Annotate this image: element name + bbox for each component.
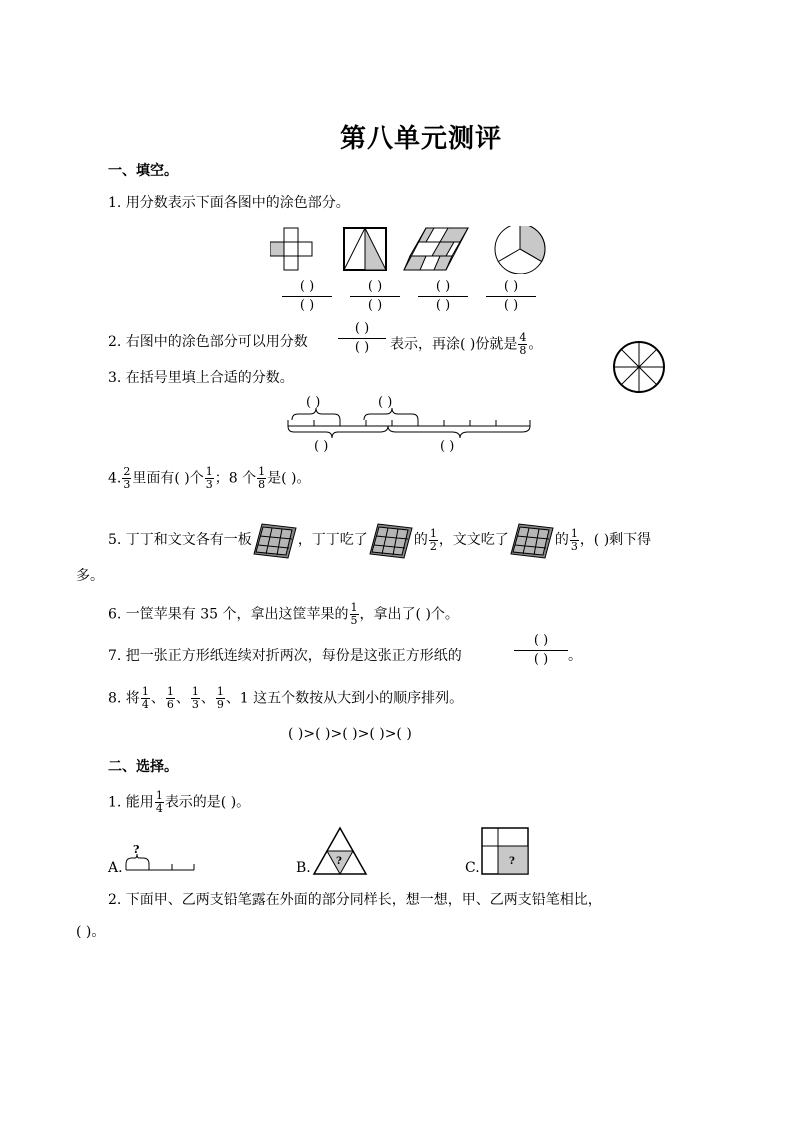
q5-text-b: ，丁丁吃了 bbox=[297, 532, 368, 548]
brace-blank-1: ( ) bbox=[306, 395, 321, 410]
blank-numerator: ( ) bbox=[435, 279, 451, 294]
question-1-text: 1. 用分数表示下面各图中的涂色部分。 bbox=[108, 195, 350, 211]
q2-text: 表示，再涂( )份就是 bbox=[390, 336, 518, 353]
numerator: 2 bbox=[123, 465, 131, 478]
q8-fraction-3 bbox=[191, 686, 200, 711]
eighths-circle-figure bbox=[612, 340, 666, 394]
choice-question-2-blank[interactable]: ( )。 bbox=[76, 924, 106, 940]
q2-blank-fraction[interactable] bbox=[338, 320, 386, 357]
cq1-fraction bbox=[155, 790, 164, 815]
chocolate-bar-icon bbox=[252, 520, 298, 560]
q5-text-f: ，( )剩下得 bbox=[579, 532, 652, 548]
q4-fraction-2 bbox=[205, 466, 214, 491]
cross-figure bbox=[270, 228, 312, 270]
brace-blank-4: ( ) bbox=[440, 439, 455, 454]
denominator: 4 bbox=[155, 802, 163, 815]
blank-denominator: ( ) bbox=[533, 652, 549, 667]
blank-numerator: ( ) bbox=[367, 279, 383, 294]
denominator: 8 bbox=[519, 344, 527, 357]
square-triangle-figure bbox=[344, 228, 386, 270]
denominator: 3 bbox=[123, 478, 131, 491]
question-7-text: 7. 把一张正方形纸连续对折两次，每份是这张正方形纸的 bbox=[108, 648, 462, 664]
q2-fraction bbox=[518, 332, 527, 357]
denominator: 5 bbox=[350, 614, 358, 627]
denominator: 4 bbox=[141, 698, 149, 711]
choice-question-2-text: 2. 下面甲、乙两支铅笔露在外面的部分同样长，想一想，甲、乙两支铅笔相比， bbox=[108, 892, 602, 908]
q4-fraction-1 bbox=[122, 466, 131, 491]
cq1-text-a: 1. 能用 bbox=[108, 794, 154, 811]
numerator: 1 bbox=[191, 685, 199, 698]
option-c-label[interactable]: C. bbox=[465, 860, 480, 876]
question-3-text: 3. 在括号里填上合适的分数。 bbox=[108, 370, 294, 386]
question-mark: ? bbox=[336, 856, 342, 867]
q2-end: 。 bbox=[528, 336, 543, 353]
circle-thirds-figure bbox=[495, 226, 545, 274]
q1-blank-4[interactable] bbox=[486, 278, 536, 315]
q4-text-b: 里面有( )个 bbox=[132, 470, 204, 487]
q4-fraction-3 bbox=[257, 466, 266, 491]
q4-number: 4. bbox=[108, 470, 122, 487]
question-mark: ? bbox=[509, 856, 515, 867]
blank-numerator: ( ) bbox=[299, 279, 315, 294]
option-a-figure[interactable] bbox=[122, 842, 198, 876]
option-a-label[interactable]: A. bbox=[108, 860, 123, 876]
denominator: 3 bbox=[191, 698, 199, 711]
numerator: 1 bbox=[570, 526, 578, 540]
q6-text-a: 6. 一筐苹果有 35 个，拿出这筐苹果的 bbox=[108, 606, 349, 623]
cq1-text-b: 表示的是( )。 bbox=[164, 794, 251, 811]
denominator: 8 bbox=[258, 478, 266, 491]
question-4-text bbox=[108, 466, 310, 491]
q5-fraction-1 bbox=[429, 528, 438, 553]
blank-denominator: ( ) bbox=[503, 298, 519, 313]
numerator: 4 bbox=[519, 331, 527, 344]
parallelogram-figure bbox=[404, 228, 468, 270]
question-6-text bbox=[108, 602, 459, 627]
question-7-end: 。 bbox=[568, 648, 582, 664]
separator: 、 bbox=[200, 690, 215, 707]
q5-fraction-2 bbox=[570, 528, 579, 553]
separator: 、 bbox=[150, 690, 165, 707]
numerator: 1 bbox=[205, 465, 213, 478]
numerator: 1 bbox=[258, 465, 266, 478]
option-b-label[interactable]: B. bbox=[296, 860, 311, 876]
question-5-text bbox=[108, 520, 651, 560]
question-8-text bbox=[108, 686, 463, 711]
q6-text-b: ，拿出了( )个。 bbox=[359, 606, 459, 623]
q1-blank-1[interactable] bbox=[282, 278, 332, 315]
blank-numerator: ( ) bbox=[533, 633, 549, 648]
blank-numerator: ( ) bbox=[354, 321, 370, 336]
q5-text-a: 5. 丁丁和文文各有一板 bbox=[108, 532, 252, 548]
q1-blank-3[interactable] bbox=[418, 278, 468, 315]
separator: 、 bbox=[175, 690, 190, 707]
denominator: 2 bbox=[429, 539, 437, 553]
denominator: 3 bbox=[570, 539, 578, 553]
denominator: 6 bbox=[166, 698, 174, 711]
numerator: 1 bbox=[166, 685, 174, 698]
denominator: 9 bbox=[216, 698, 224, 711]
q4-text-d: 是( )。 bbox=[267, 470, 311, 487]
q5-text-d: ，文文吃了 bbox=[438, 532, 509, 548]
question-2-text-b bbox=[390, 332, 542, 357]
numerator: 1 bbox=[429, 526, 437, 540]
number-line-figure bbox=[284, 392, 534, 454]
q8-fraction-1 bbox=[141, 686, 150, 711]
option-b-figure[interactable] bbox=[310, 826, 370, 878]
blank-denominator: ( ) bbox=[299, 298, 315, 313]
q1-figures bbox=[270, 226, 560, 274]
q8-text-b: 、1 这五个数按从大到小的顺序排列。 bbox=[225, 690, 464, 707]
blank-denominator: ( ) bbox=[435, 298, 451, 313]
section-2-heading: 二、选择。 bbox=[108, 759, 178, 775]
q8-answer-blanks[interactable]: ( )>( )>( )>( )>( ) bbox=[288, 726, 412, 742]
q5-text-c: 的 bbox=[413, 532, 428, 548]
denominator: 3 bbox=[205, 478, 213, 491]
section-1-heading: 一、填空。 bbox=[108, 163, 178, 179]
numerator: 1 bbox=[350, 601, 358, 614]
numerator: 1 bbox=[216, 685, 224, 698]
question-5-text-cont: 多。 bbox=[76, 568, 104, 584]
question-mark: ? bbox=[133, 843, 140, 856]
blank-denominator: ( ) bbox=[367, 298, 383, 313]
blank-numerator: ( ) bbox=[503, 279, 519, 294]
chocolate-bar-icon bbox=[368, 520, 414, 560]
q4-text-c: ；8 个 bbox=[214, 470, 257, 487]
brace-blank-2: ( ) bbox=[378, 395, 393, 410]
q7-blank-fraction[interactable] bbox=[514, 632, 568, 669]
question-2-text-a: 2. 右图中的涂色部分可以用分数 bbox=[108, 334, 308, 350]
numerator: 1 bbox=[155, 789, 163, 802]
blank-denominator: ( ) bbox=[354, 340, 370, 355]
q8-fraction-4 bbox=[216, 686, 225, 711]
q5-text-e: 的 bbox=[554, 532, 569, 548]
q1-blank-2[interactable] bbox=[350, 278, 400, 315]
choice-question-1-text bbox=[108, 790, 250, 815]
q8-fraction-2 bbox=[166, 686, 175, 711]
q6-fraction bbox=[350, 602, 359, 627]
chocolate-bar-icon bbox=[509, 520, 555, 560]
q8-text-a: 8. 将 bbox=[108, 690, 140, 707]
brace-blank-3: ( ) bbox=[314, 439, 329, 454]
page-title: 第八单元测评 bbox=[340, 124, 503, 154]
numerator: 1 bbox=[141, 685, 149, 698]
option-c-figure[interactable] bbox=[480, 826, 530, 876]
